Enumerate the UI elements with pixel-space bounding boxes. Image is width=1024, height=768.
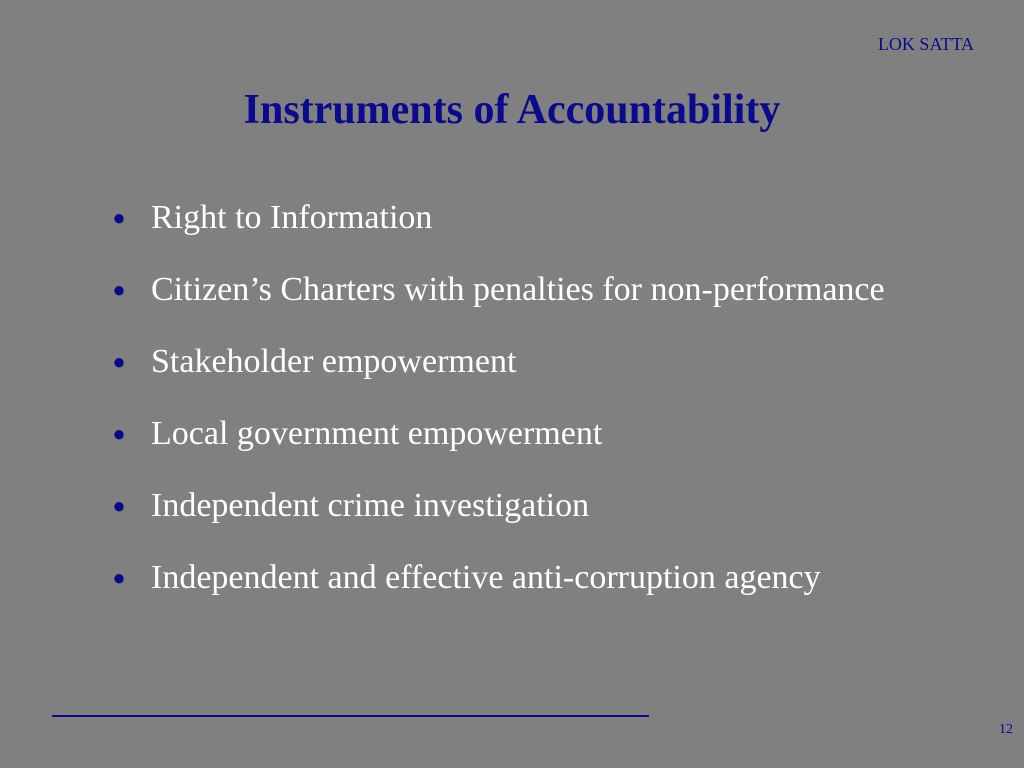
page-number: 12 (999, 722, 1013, 737)
footer-divider (52, 715, 649, 717)
bullet-dot-icon: ● (112, 421, 126, 446)
bullet-dot-icon: ● (112, 277, 126, 302)
bullet-item-right-to-information (110, 187, 963, 249)
bullet-item-local-government-empowerment (110, 403, 963, 465)
bullet-text: Stakeholder empowerment (151, 343, 517, 380)
bullet-text: Local government empowerment (151, 415, 603, 452)
bullet-text: Independent and effective anti-corruption agency (151, 559, 821, 596)
bullet-dot-icon: ● (112, 349, 126, 374)
bullet-dot-icon: ● (112, 493, 126, 518)
bullet-text: Right to Information (151, 199, 433, 236)
bullet-dot-icon: ● (112, 205, 126, 230)
bullet-text: Independent crime investigation (151, 487, 590, 524)
bullet-item-citizens-charters (110, 259, 963, 321)
bullet-item-independent-crime-investigation (110, 475, 963, 537)
bullet-item-stakeholder-empowerment (110, 331, 963, 393)
slide-title: Instruments of Accountability (243, 87, 781, 133)
bullet-dot-icon: ● (112, 565, 126, 590)
bullet-item-anti-corruption-agency (110, 547, 963, 609)
bullet-text: Citizen’s Charters with penalties for non-performance (151, 271, 885, 308)
bullet-list (110, 187, 963, 619)
brand-label: LOK SATTA (877, 34, 974, 54)
